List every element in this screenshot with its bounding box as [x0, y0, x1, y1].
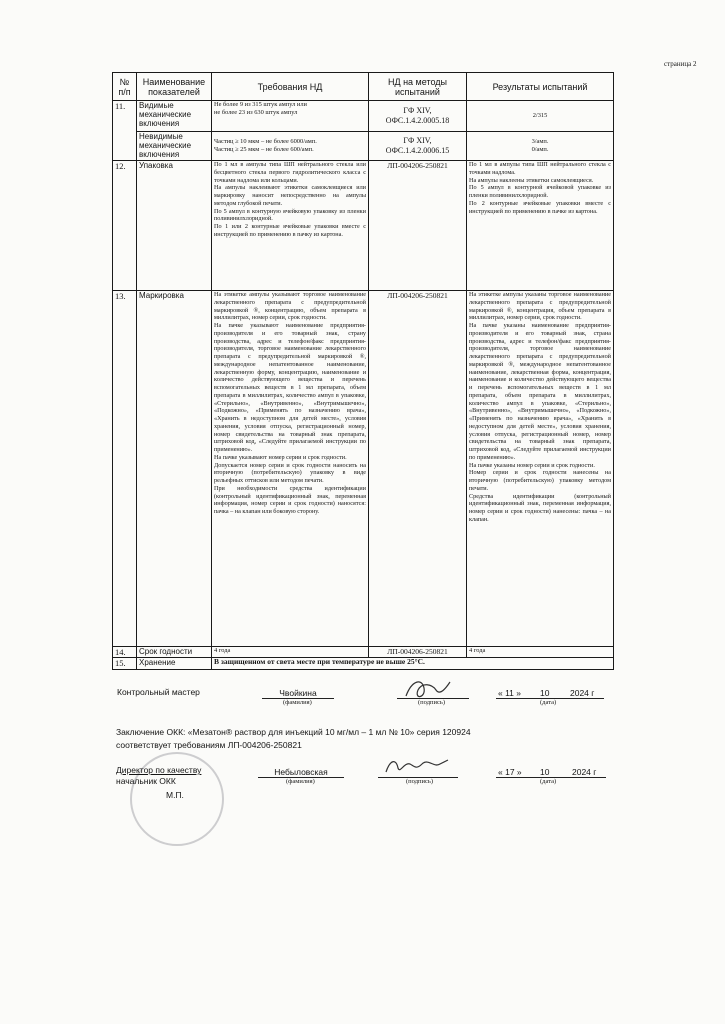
- table-row: [113, 647, 614, 658]
- director-signature: [382, 754, 452, 778]
- header-num: № п/п: [113, 73, 137, 101]
- row-nd: ГФ XIV, ОФС.1.4.2.0005.18: [369, 101, 467, 132]
- row-nd: ГФ XIV, ОФС.1.4.2.0006.15: [369, 132, 467, 161]
- row-name: Упаковка: [137, 161, 212, 291]
- controller-sign-caption: (подпись): [418, 699, 445, 706]
- row-name: Хранение: [137, 658, 212, 670]
- row-requirement: Не более 9 из 315 штук ампул или не более 23 из 630 штук ампул: [212, 101, 369, 132]
- row-num: 12.: [113, 161, 137, 291]
- row-num: 13.: [113, 291, 137, 647]
- row-result: На этикетке ампулы указаны торговое наименование лекарственного препарата с предупредительной маркировкой ®, концентрация, объем препарата в миллилитрах, номер серии, срок годности. На пачке указаны наименование предприятия-производителя и его товарный знак, страна производства, адрес и телефон/факс предприятия-производителя, торговое наименование лекарственного препарата с предупредительной маркировкой ®, международное непатентованное наименование, лекарственная форма, концентрация, наименование и количество действующего вещества и перечень вспомогательных веществ в 1 мл препарата, объем препарата в миллилитрах, количество ампул в упаковке, «Стерильно», «Внутривенно», «Внутримышечно», «Подкожно», «Применять по назначению врача», «Хранить в недоступном для детей месте», условия хранения, условия отпуска, регистрационный номер, номер свидетельства на товарный знак препарата, штриховой код, «Следуйте прилагаемой инструкции по применению». На пачке указаны номер серии и срок годности. Номер серии и срок годности нанесены на вторичную (потребительскую) упаковку методом печати. Средства идентификации (контрольный идентификационный знак, переменная информация, номер серии и срок годности) нанесены: пачка – на клапан.: [467, 291, 614, 647]
- row-result: 3/амп. 0/амп.: [467, 132, 614, 161]
- director-sign-caption: (подпись): [406, 778, 433, 785]
- director-date-day: « 17 »: [498, 767, 522, 777]
- conclusion-line-2: соответствует требованиям ЛП-004206-250821: [116, 740, 302, 750]
- controller-name: Чвойкина: [262, 688, 334, 699]
- row-requirement: На этикетке ампулы указывают торговое наименование лекарственного препарата с предупредительной маркировкой ®, концентрацию, объем препарата в миллилитрах, номер серии, срок годности. На пачке указывают наименование предприятия-производителя и его товарный знак, страну производства, адрес и телефон/факс предприятия-производителя, торговое наименование лекарственного препарата с предупредительной маркировкой ®, международное непатентованное наименование, лекарственную форму, концентрацию, наименование и количество действующего вещества и перечень вспомогательных веществ в 1 мл препарата, объем препарата в миллилитрах, количество ампул в упаковке, «Стерильно», «Внутривенно», «Внутримышечно», «Подкожно», «Применять по назначению врача», «Хранить в недоступном для детей месте», условия хранения, условия отпуска, регистрационный номер, номер свидетельства на товарный знак препарата, штриховой код, «Следуйте прилагаемой инструкции по применению». На пачке указывают номер серии и срок годности. Допускается номер серии и срок годности наносить на вторичную (потребительскую) упаковку в виде рельефных оттисков или методом печати. При необходимости средства идентификации (контрольный идентификационный знак, переменная информация, номер серии и срок годности) наносятся: пачка – на клапан или боковую сторону.: [212, 291, 369, 647]
- table-row: [113, 658, 614, 670]
- table-header-row: [113, 73, 614, 101]
- table-row: [113, 161, 614, 291]
- stamp-caption: М.П.: [166, 790, 184, 800]
- row-num: 14.: [113, 647, 137, 658]
- row-requirement: По 1 мл в ампулы типа ШП нейтрального стекла или бесцветного стекла первого гидролитического класса с точками надлома или кольцами. На ампулы наклеивают этикетки самоклеящиеся или маркировку наносит непосредственно на ампулы методом глубокой печати. По 5 ампул в контурную ячейковую упаковку из пленки поливинилхлоридной. По 1 или 2 контурные ячейковые упаковки вместе с инструкцией по применению в пачку из картона.: [212, 161, 369, 291]
- row-name: Видимые механические включения: [137, 101, 212, 132]
- header-nd-methods: НД на методы испытаний: [369, 73, 467, 101]
- controller-date-day: « 11 »: [498, 688, 522, 698]
- table-row: [113, 291, 614, 647]
- row-requirement: В защищенном от света месте при температуре не выше 25°С.: [212, 658, 614, 670]
- test-results-table: [112, 72, 614, 670]
- row-nd: ЛП-004206-250821: [369, 291, 467, 647]
- director-date-year: 2024 г: [572, 767, 597, 777]
- director-name: Небыловская: [258, 767, 344, 778]
- controller-label: Контрольный мастер: [117, 687, 200, 697]
- director-name-caption: (фамилия): [286, 778, 315, 785]
- table-row: [113, 101, 614, 132]
- row-name: Невидимые механические включения: [137, 132, 212, 161]
- header-results: Результаты испытаний: [467, 73, 614, 101]
- row-nd: ЛП-004206-250821: [369, 647, 467, 658]
- controller-date-month: 10: [540, 688, 550, 698]
- row-result: 2/315: [467, 101, 614, 132]
- controller-date-year: 2024 г: [570, 688, 595, 698]
- row-result: 4 года: [467, 647, 614, 658]
- row-result: По 1 мл в ампулы типа ШП нейтрального стекла с точками надлома. На ампулы наклеены этикетки самоклеящиеся. По 5 ампул в контурной ячейковой упаковке из пленки поливинилхлоридной. По 2 контурные ячейковые упаковки вместе с инструкцией по применению в пачке из картона.: [467, 161, 614, 291]
- row-name: Маркировка: [137, 291, 212, 647]
- header-requirements: Требования НД: [212, 73, 369, 101]
- controller-date-caption: (дата): [540, 699, 557, 706]
- director-label-2: начальник ОКК: [116, 776, 176, 786]
- row-requirement: Частиц ≥ 10 мкм – не более 6000/амп. Частиц ≥ 25 мкм – не более 600/амп.: [212, 132, 369, 161]
- director-date-caption: (дата): [540, 778, 557, 785]
- header-name: Наименование показателей: [137, 73, 212, 101]
- director-date-month: 10: [540, 767, 550, 777]
- row-nd: ЛП-004206-250821: [369, 161, 467, 291]
- page-number: страница 2: [664, 60, 697, 68]
- table-row: [113, 132, 614, 161]
- conclusion-line-1: Заключение ОКК: «Мезатон® раствор для инъекций 10 мг/мл – 1 мл № 10» серия 120924: [116, 727, 471, 737]
- row-requirement: 4 года: [212, 647, 369, 658]
- director-label: Директор по качеству: [116, 765, 202, 775]
- row-name: Срок годности: [137, 647, 212, 658]
- row-num: 15.: [113, 658, 137, 670]
- controller-name-caption: (фамилия): [283, 699, 312, 706]
- row-num: 11.: [113, 101, 137, 161]
